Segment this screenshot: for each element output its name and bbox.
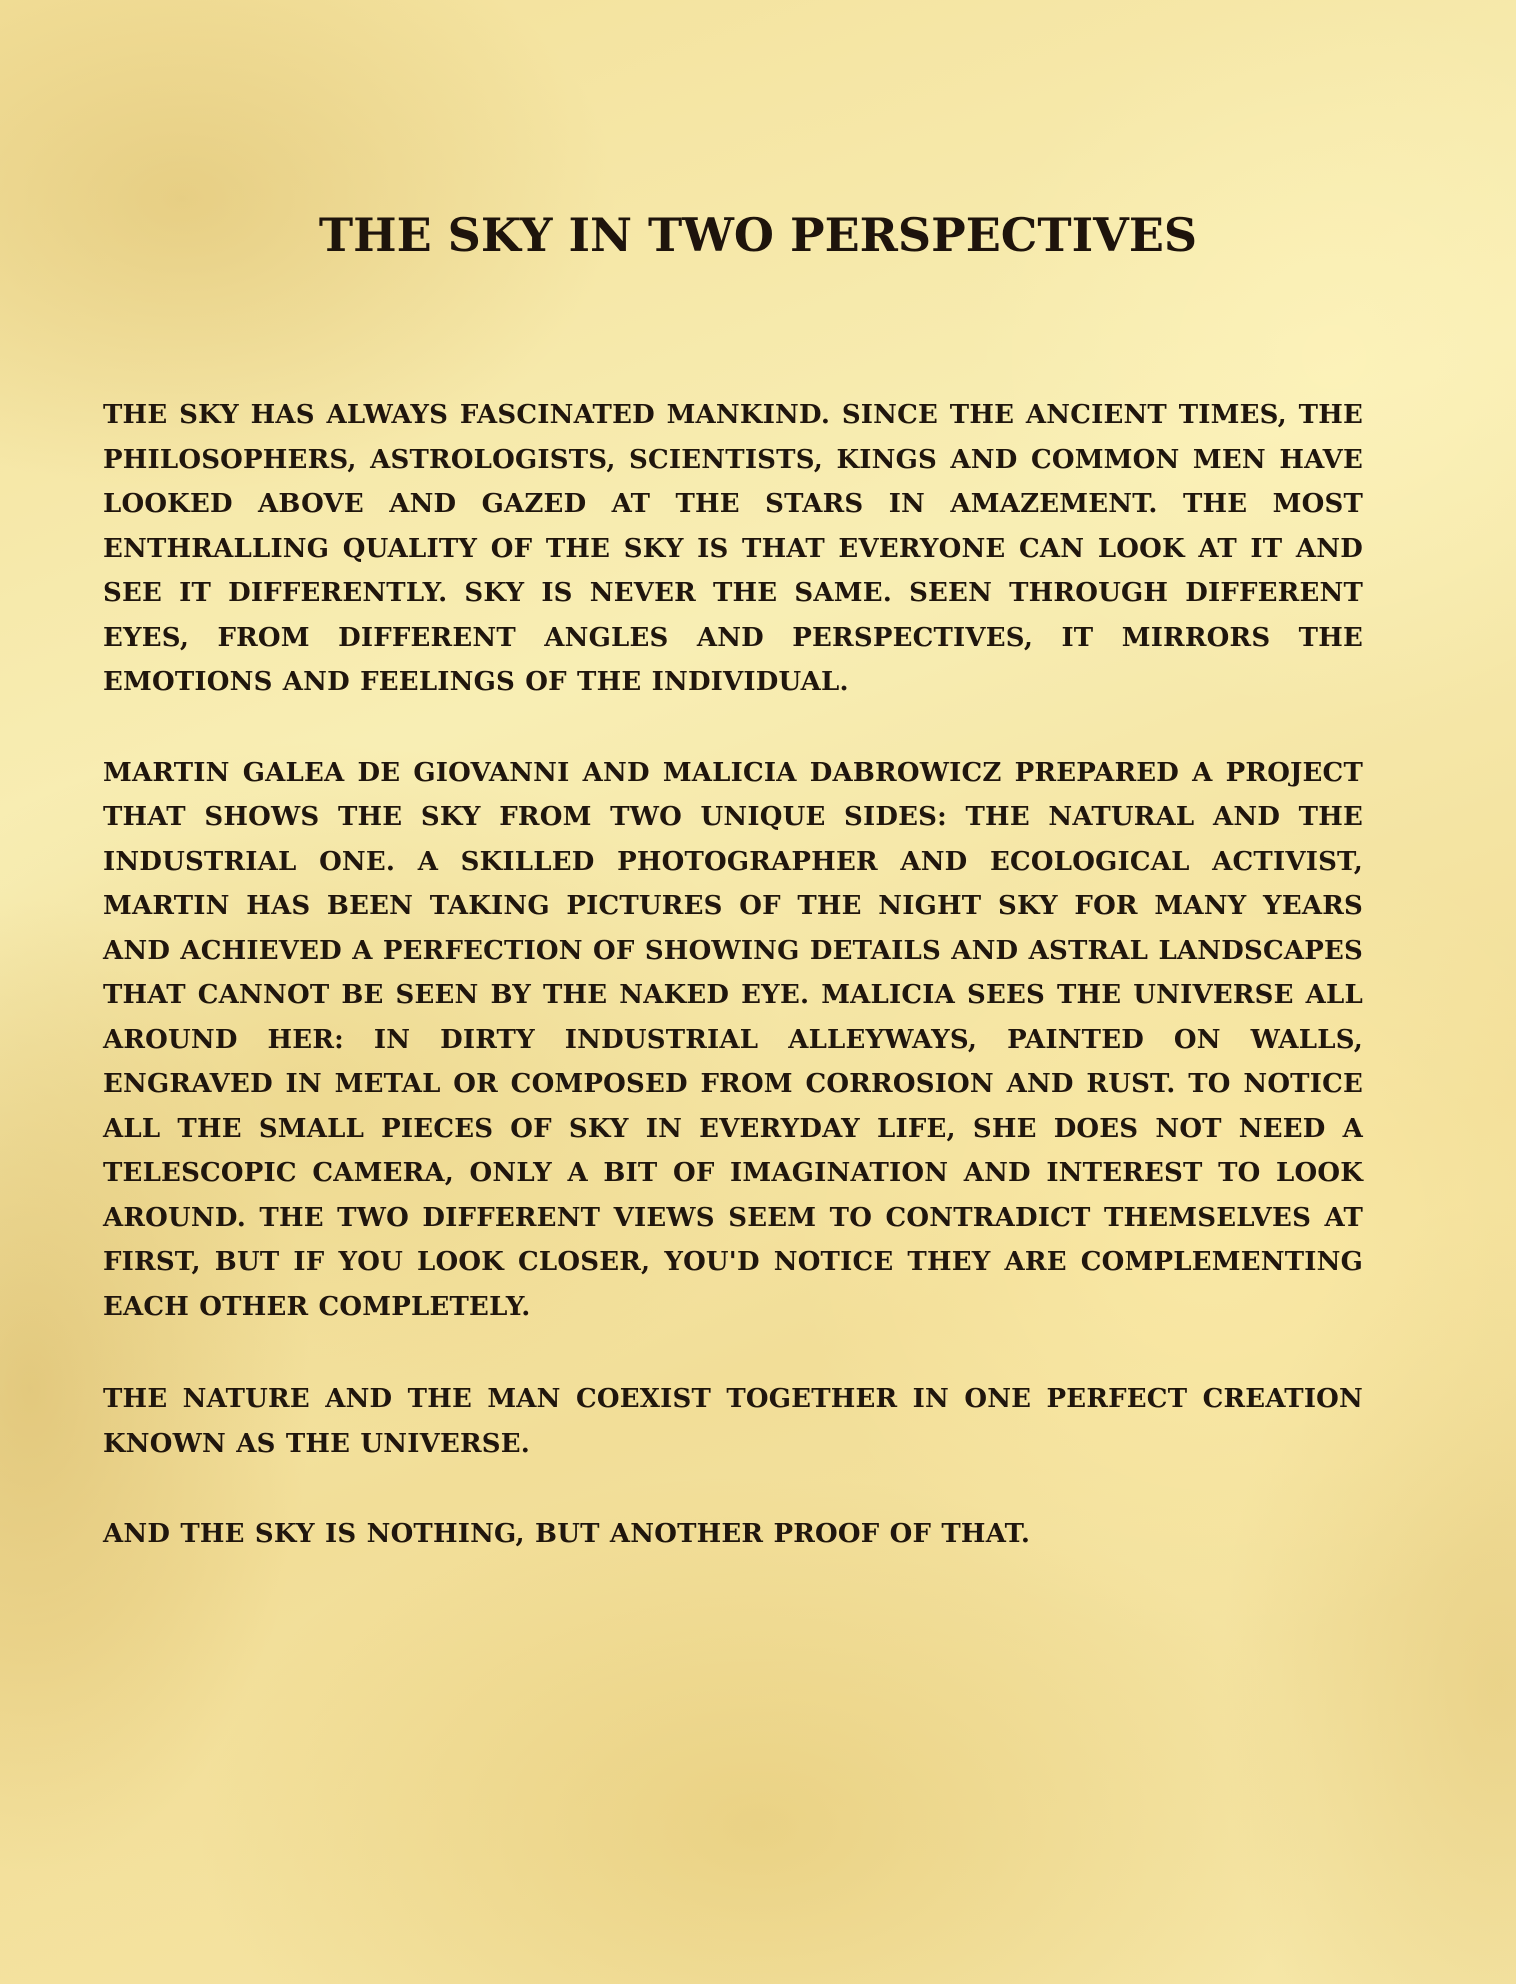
document-body — [103, 393, 1363, 1557]
paragraph-project: MARTIN GALEA DE GIOVANNI AND MALICIA DABROWICZ PREPARED A PROJECT THAT SHOWS THE SKY FROM TWO UNIQUE SIDES: THE NATURAL AND THE INDUSTRIAL ONE. A SKILLED PHOTOGRAPHER AND ECOLOGICAL ACTIVIST, MARTIN HAS BEEN TAKING PICTURES OF THE NIGHT SKY FOR MANY YEARS AND ACHIEVED A PERFECTION OF SHOWING DETAILS AND ASTRAL LANDSCAPES THAT CANNOT BE SEEN BY THE NAKED EYE. MALICIA SEES THE UNIVERSE ALL AROUND HER: IN DIRTY INDUSTRIAL ALLEYWAYS, PAINTED ON WALLS, ENGRAVED IN METAL OR COMPOSED FROM CORROSION AND RUST. TO NOTICE ALL THE SMALL PIECES OF SKY IN EVERYDAY LIFE, SHE DOES NOT NEED A TELESCOPIC CAMERA, ONLY A BIT OF IMAGINATION AND INTEREST TO LOOK AROUND. THE TWO DIFFERENT VIEWS SEEM TO CONTRADICT THEMSELVES AT FIRST, BUT IF YOU LOOK CLOSER, YOU'D NOTICE THEY ARE COMPLEMENTING EACH OTHER COMPLETELY. — [103, 757, 1363, 1322]
paragraph-nature-and-man: THE NATURE AND THE MAN COEXIST TOGETHER IN ONE PERFECT CREATION KNOWN AS THE UNIVERSE. — [103, 1384, 1363, 1459]
paragraph-intro: THE SKY HAS ALWAYS FASCINATED MANKIND. SINCE THE ANCIENT TIMES, THE PHILOSOPHERS, ASTROLOGISTS, SCIENTISTS, KINGS AND COMMON MEN HAVE LOOKED ABOVE AND GAZED AT THE STARS IN AMAZEMENT. THE MOST ENTHRALLING QUALITY OF THE SKY IS THAT EVERYONE CAN LOOK AT IT AND SEE IT DIFFERENTLY. SKY IS NEVER THE SAME. SEEN THROUGH DIFFERENT EYES, FROM DIFFERENT ANGLES AND PERSPECTIVES, IT MIRRORS THE EMOTIONS AND FEELINGS OF THE INDIVIDUAL. — [103, 400, 1363, 697]
page-title: THE SKY IN TWO PERSPECTIVES — [318, 208, 1198, 262]
paragraph-closing: AND THE SKY IS NOTHING, BUT ANOTHER PROOF OF THAT. — [103, 1519, 1031, 1549]
